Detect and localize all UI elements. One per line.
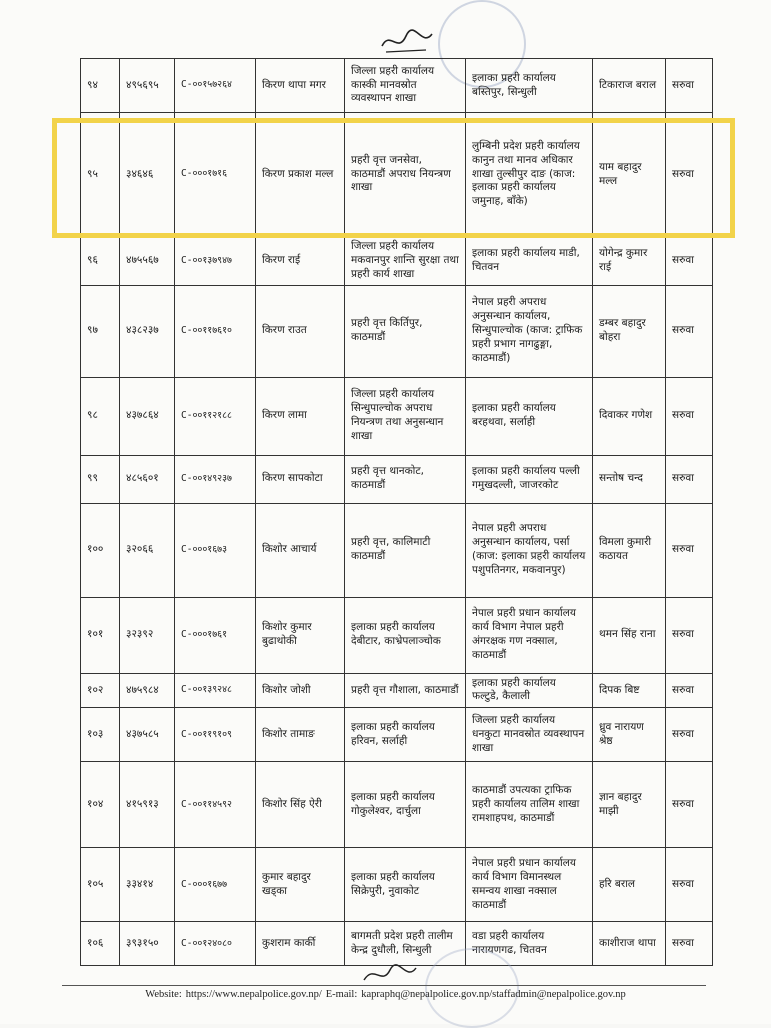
cell-sign: डम्बर बहादुर बोहरा (593, 285, 666, 377)
cell-sn: ९८ (81, 377, 120, 455)
cell-remark: सरुवा (666, 848, 713, 922)
cell-remark: सरुवा (666, 673, 713, 708)
cell-no: ४३८२३७ (120, 285, 175, 377)
cell-code: C-००११२१८८ (175, 377, 256, 455)
email-label: E-mail: (325, 989, 358, 1000)
transfer-table (80, 58, 713, 966)
cell-to: नेपाल प्रहरी प्रधान कार्यालय कार्य विभाग नेपाल प्रहरी अंगरक्षक गण नक्साल, काठमाडौं (466, 597, 593, 673)
cell-to: वडा प्रहरी कार्यालय नारायणगढ, चितवन (466, 922, 593, 966)
table-row (81, 59, 713, 113)
cell-remark: सरुवा (666, 113, 713, 237)
table-row (81, 848, 713, 922)
table-row (81, 455, 713, 503)
cell-no: ३२३९२ (120, 597, 175, 673)
cell-sign: दिवाकर गणेश (593, 377, 666, 455)
cell-sign: ज्ञान बहादुर माझी (593, 762, 666, 848)
signature-mark (378, 26, 438, 58)
cell-name: किरण राई (256, 237, 345, 286)
cell-code: C-००११९१०९ (175, 708, 256, 762)
cell-name: किरण सापकोटा (256, 455, 345, 503)
cell-code: C-००१२४०८० (175, 922, 256, 966)
cell-to: इलाका प्रहरी कार्यालय बस्तिपुर, सिन्धुली (466, 59, 593, 113)
cell-to: इलाका प्रहरी कार्यालय पल्ली गमुखदल्ली, जाजरकोट (466, 455, 593, 503)
table-row (81, 762, 713, 848)
cell-sn: ९९ (81, 455, 120, 503)
cell-remark: सरुवा (666, 455, 713, 503)
cell-remark: सरुवा (666, 597, 713, 673)
cell-remark: सरुवा (666, 237, 713, 286)
cell-sn: १०३ (81, 708, 120, 762)
table-row (81, 922, 713, 966)
email-link[interactable]: kapraphq@nepalpolice.gov.np/staffadmin@nepalpolice.gov.np (361, 989, 626, 1000)
cell-to: नेपाल प्रहरी अपराध अनुसन्धान कार्यालय, पर्सा (काज: इलाका प्रहरी कार्यालय पशुपतिनगर, मकवानपुर) (466, 503, 593, 597)
cell-sn: ९७ (81, 285, 120, 377)
website-label: Website: (145, 989, 182, 1000)
cell-to: नेपाल प्रहरी प्रधान कार्यालय कार्य विभाग विमानस्थल समन्वय शाखा नक्साल काठमाडौं (466, 848, 593, 922)
cell-name: किरण राउत (256, 285, 345, 377)
table-row (81, 597, 713, 673)
cell-name: किरण प्रकाश मल्ल (256, 113, 345, 237)
cell-remark: सरुवा (666, 59, 713, 113)
cell-no: ४९५६९५ (120, 59, 175, 113)
cell-no: ४८५६०१ (120, 455, 175, 503)
cell-code: C-००१३७९४७ (175, 237, 256, 286)
cell-remark: सरुवा (666, 503, 713, 597)
cell-to: इलाका प्रहरी कार्यालय बरहथवा, सर्लाही (466, 377, 593, 455)
cell-to: जिल्ला प्रहरी कार्यालय धनकुटा मानवस्रोत व्यवस्थापन शाखा (466, 708, 593, 762)
cell-name: किरण लामा (256, 377, 345, 455)
cell-sign: काशीराज थापा (593, 922, 666, 966)
cell-sign: याम बहादुर मल्ल (593, 113, 666, 237)
cell-no: ३३४१४ (120, 848, 175, 922)
cell-name: कुशराम कार्की (256, 922, 345, 966)
cell-from: इलाका प्रहरी कार्यालय गोकुलेश्वर, दार्चुला (345, 762, 466, 848)
cell-name: किशोर कुमार बुढाथोकी (256, 597, 345, 673)
cell-no: ४३७५८५ (120, 708, 175, 762)
cell-sn: ९६ (81, 237, 120, 286)
cell-sign: टिकाराज बराल (593, 59, 666, 113)
cell-sign: योगेन्द्र कुमार राई (593, 237, 666, 286)
cell-name: किशोर आचार्य (256, 503, 345, 597)
cell-code: C-००१३९२४८ (175, 673, 256, 708)
cell-name: किशोर जोशी (256, 673, 345, 708)
cell-remark: सरुवा (666, 922, 713, 966)
cell-name: किशोर तामाङ (256, 708, 345, 762)
cell-code: C-०००१७६१ (175, 597, 256, 673)
cell-code: C-००१५७२६४ (175, 59, 256, 113)
cell-from: बागमती प्रदेश प्रहरी तालीम केन्द्र दुधौली, सिन्धुली (345, 922, 466, 966)
cell-from: जिल्ला प्रहरी कार्यालय कास्की मानवस्रोत व्यवस्थापन शाखा (345, 59, 466, 113)
cell-sn: ९५ (81, 113, 120, 237)
cell-from: जिल्ला प्रहरी कार्यालय सिन्धुपाल्चोक अपराध नियन्त्रण तथा अनुसन्धान शाखा (345, 377, 466, 455)
table-row (81, 708, 713, 762)
cell-no: ३२०६६ (120, 503, 175, 597)
cell-from: प्रहरी वृत्त किर्तिपुर, काठमाडौं (345, 285, 466, 377)
cell-remark: सरुवा (666, 377, 713, 455)
cell-sn: १०१ (81, 597, 120, 673)
cell-to: इलाका प्रहरी कार्यालय फल्टुडे, कैलाली (466, 673, 593, 708)
table-row (81, 377, 713, 455)
cell-remark: सरुवा (666, 762, 713, 848)
cell-from: इलाका प्रहरी कार्यालय देबीटार, काभ्रेपलाञ्चोक (345, 597, 466, 673)
cell-sn: १०० (81, 503, 120, 597)
cell-code: C-००११७६१० (175, 285, 256, 377)
cell-name: किशोर सिंह ऐरी (256, 762, 345, 848)
cell-from: इलाका प्रहरी कार्यालय हरिवन, सर्लाही (345, 708, 466, 762)
cell-code: C-०००१७१६ (175, 113, 256, 237)
cell-sn: १०२ (81, 673, 120, 708)
cell-to: लुम्बिनी प्रदेश प्रहरी कार्यालय कानुन तथा मानव अधिकार शाखा तुल्सीपुर दाङ (काज: इलाका प्रहरी कार्यालय जमुनाह, बाँके) (466, 113, 593, 237)
table-row (81, 113, 713, 237)
cell-no: ३४६४६ (120, 113, 175, 237)
website-link[interactable]: https://www.nepalpolice.gov.np/ (185, 989, 322, 1000)
table-row (81, 285, 713, 377)
table-row (81, 503, 713, 597)
cell-code: C-०००१६७३ (175, 503, 256, 597)
cell-name: कुमार बहादुर खड्का (256, 848, 345, 922)
cell-sign: दिपक बिष्ट (593, 673, 666, 708)
cell-sign: हरि बराल (593, 848, 666, 922)
cell-name: किरण थापा मगर (256, 59, 345, 113)
cell-to: काठमाडौं उपत्यका ट्राफिक प्रहरी कार्यालय तालिम शाखा रामशाहपथ, काठमाडौं (466, 762, 593, 848)
cell-from: प्रहरी वृत्त थानकोट, काठमाडौं (345, 455, 466, 503)
cell-to: नेपाल प्रहरी अपराध अनुसन्धान कार्यालय, सिन्धुपाल्चोक (काज: ट्राफिक प्रहरी प्रभाग नागढुङ्गा, काठमाडौं) (466, 285, 593, 377)
cell-from: प्रहरी वृत्त जनसेवा, काठमाडौं अपराध नियन्त्रण शाखा (345, 113, 466, 237)
cell-from: प्रहरी वृत्त, कालिमाटी काठमाडौं (345, 503, 466, 597)
cell-no: ४३७८६४ (120, 377, 175, 455)
cell-code: C-०००१६७७ (175, 848, 256, 922)
cell-from: जिल्ला प्रहरी कार्यालय मकवानपुर शान्ति सुरक्षा तथा प्रहरी कार्य शाखा (345, 237, 466, 286)
cell-sn: १०६ (81, 922, 120, 966)
table-row (81, 673, 713, 708)
cell-sign: सन्तोष चन्द (593, 455, 666, 503)
cell-no: ४१५९१३ (120, 762, 175, 848)
footer (0, 989, 771, 1000)
cell-sn: ९४ (81, 59, 120, 113)
cell-remark: सरुवा (666, 285, 713, 377)
cell-no: ४७५५६७ (120, 237, 175, 286)
cell-from: इलाका प्रहरी कार्यालय सिक्रेपुरी, नुवाकोट (345, 848, 466, 922)
cell-code: C-००१४९२३७ (175, 455, 256, 503)
cell-to: इलाका प्रहरी कार्यालय माडी, चितवन (466, 237, 593, 286)
cell-sn: १०५ (81, 848, 120, 922)
cell-no: ३९३१५० (120, 922, 175, 966)
cell-sign: विमला कुमारी कठायत (593, 503, 666, 597)
table-row (81, 237, 713, 286)
cell-sign: थमन सिंह राना (593, 597, 666, 673)
cell-code: C-००११४५९२ (175, 762, 256, 848)
cell-no: ४७५९८४ (120, 673, 175, 708)
footer-divider (62, 985, 706, 986)
cell-sign: ध्रुव नारायण श्रेष्ठ (593, 708, 666, 762)
cell-from: प्रहरी वृत्त गौशाला, काठमाडौं (345, 673, 466, 708)
cell-remark: सरुवा (666, 708, 713, 762)
cell-sn: १०४ (81, 762, 120, 848)
official-seal-bottom (425, 948, 519, 1028)
